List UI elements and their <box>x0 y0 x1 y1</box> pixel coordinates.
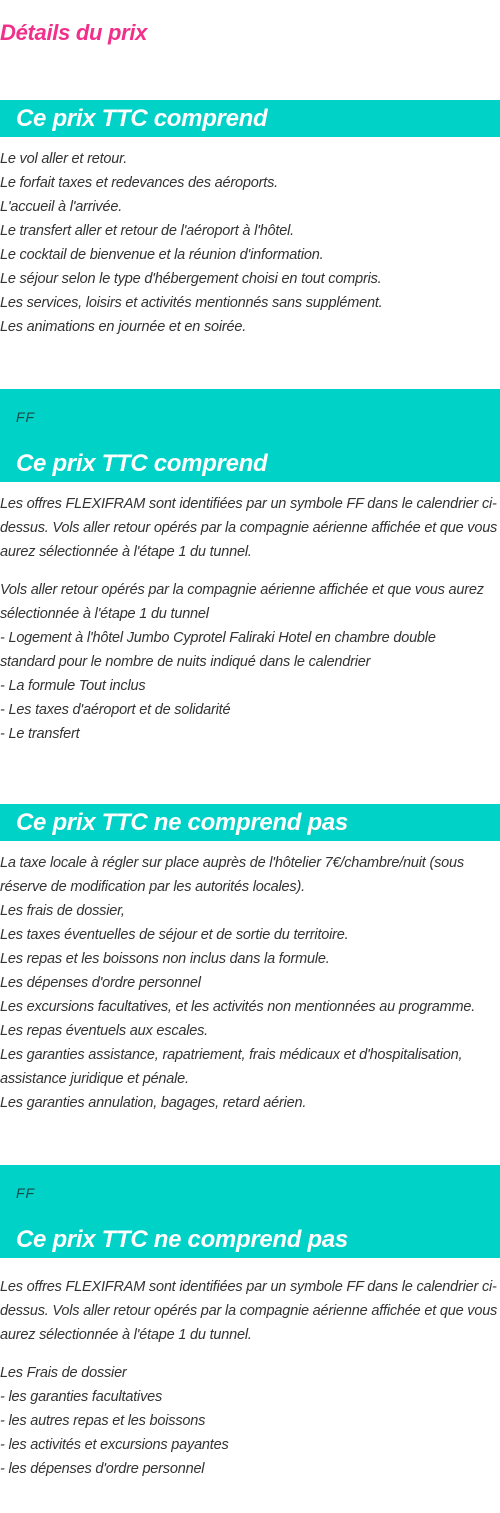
section-content <box>0 147 500 339</box>
intro-line: dessus. Vols aller retour opérés par la compagnie aérienne affichée et que vous <box>0 520 498 536</box>
list-item: Les services, loisirs et activités mentionnés sans supplément. <box>0 295 383 311</box>
section-title: Ce prix TTC ne comprend pas <box>16 809 348 836</box>
list-item: Vols aller retour opérés par la compagnie aérienne affichée et que vous aurez <box>0 582 484 598</box>
list-item: Les garanties annulation, bagages, retard aérien. <box>0 1095 307 1111</box>
list-item: - les garanties facultatives <box>0 1389 163 1405</box>
section-title: Ce prix TTC comprend <box>16 105 268 132</box>
list-item: Les taxes éventuelles de séjour et de sortie du territoire. <box>0 927 349 943</box>
list-item: sélectionnée à l'étape 1 du tunnel <box>0 606 209 622</box>
section-includes <box>0 100 500 339</box>
list-item: Le cocktail de bienvenue et la réunion d'information. <box>0 247 324 263</box>
list-item: Les dépenses d'ordre personnel <box>0 975 201 991</box>
list-item: La taxe locale à régler sur place auprès de l'hôtelier 7€/chambre/nuit (sous <box>0 855 464 871</box>
list-item: - Les taxes d'aéroport et de solidarité <box>0 702 231 718</box>
section-header <box>0 804 500 841</box>
list-item: Les frais de dossier, <box>0 903 125 919</box>
list-item: - Le transfert <box>0 726 80 742</box>
section-header <box>0 389 500 482</box>
list-item: Les repas et les boissons non inclus dans la formule. <box>0 951 330 967</box>
section-title: Ce prix TTC ne comprend pas <box>16 1226 348 1253</box>
section-content <box>0 1275 500 1481</box>
list-item: L'accueil à l'arrivée. <box>0 199 123 215</box>
list-item: Les animations en journée et en soirée. <box>0 319 247 335</box>
section-content <box>0 492 500 746</box>
section-includes-flexifram <box>0 389 500 746</box>
list-item: - les autres repas et les boissons <box>0 1413 206 1429</box>
list-item: Les repas éventuels aux escales. <box>0 1023 209 1039</box>
list-item: assistance juridique et pénale. <box>0 1071 189 1087</box>
list-item: Les garanties assistance, rapatriement, frais médicaux et d'hospitalisation, <box>0 1047 463 1063</box>
page-title: Détails du prix <box>0 20 148 45</box>
list-item: Les excursions facultatives, et les activités non mentionnées au programme. <box>0 999 476 1015</box>
list-item: Le vol aller et retour. <box>0 151 128 167</box>
list-item: - La formule Tout inclus <box>0 678 146 694</box>
section-excludes-flexifram <box>0 1165 500 1481</box>
section-header <box>0 1165 500 1258</box>
intro-line: aurez sélectionnée à l'étape 1 du tunnel. <box>0 544 252 560</box>
section-header <box>0 100 500 137</box>
list-item: Les Frais de dossier <box>0 1365 127 1381</box>
intro-line: aurez sélectionnée à l'étape 1 du tunnel. <box>0 1327 252 1343</box>
intro-line: dessus. Vols aller retour opérés par la compagnie aérienne affichée et que vous <box>0 1303 498 1319</box>
list-item: - les activités et excursions payantes <box>0 1437 229 1453</box>
section-content <box>0 851 500 1115</box>
ff-code: FF <box>16 409 36 425</box>
list-item: Le séjour selon le type d'hébergement choisi en tout compris. <box>0 271 382 287</box>
intro-line: Les offres FLEXIFRAM sont identifiées par un symbole FF dans le calendrier ci- <box>0 496 497 512</box>
list-item: Le transfert aller et retour de l'aéroport à l'hôtel. <box>0 223 294 239</box>
list-item: réserve de modification par les autorités locales). <box>0 879 305 895</box>
list-item: - les dépenses d'ordre personnel <box>0 1461 205 1477</box>
section-excludes <box>0 804 500 1115</box>
intro-line: Les offres FLEXIFRAM sont identifiées par un symbole FF dans le calendrier ci- <box>0 1279 497 1295</box>
list-item: - Logement à l'hôtel Jumbo Cyprotel Faliraki Hotel en chambre double <box>0 630 436 646</box>
ff-code: FF <box>16 1185 36 1201</box>
section-title: Ce prix TTC comprend <box>16 450 268 477</box>
list-item: Le forfait taxes et redevances des aéroports. <box>0 175 278 191</box>
list-item: standard pour le nombre de nuits indiqué dans le calendrier <box>0 654 371 670</box>
